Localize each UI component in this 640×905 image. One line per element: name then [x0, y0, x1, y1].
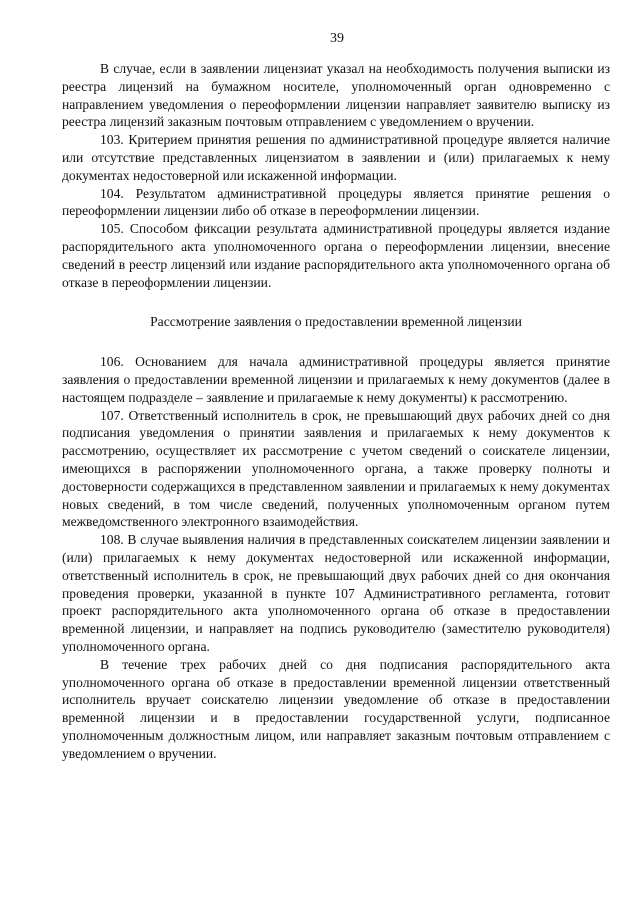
page-number: 39: [330, 31, 344, 46]
paragraph-103: 103. Критерием принятия решения по административной процедуре является наличие или отсутствие представленных лицензиатом в заявлении и (или) прилагаемых к нему документах недостоверной или искаженной информации.: [62, 132, 610, 183]
paragraph-extract-notice: В случае, если в заявлении лицензиат указал на необходимость получения выписки из реестра лицензий на бумажном носителе, уполномоченный орган одновременно с направлением уведомления о переоформлении лицензии направляет заявителю выписку из реестра лицензий заказным почтовым отправлением с уведомлением о вручении.: [62, 61, 610, 130]
paragraph-105: 105. Способом фиксации результата административной процедуры является издание распорядительного акта уполномоченного органа о переоформлении лицензии, внесение сведений в реестр лицензий или издание распорядительного акта уполномоченного органа об отказе в переоформлении лицензии.: [62, 221, 610, 290]
section-heading: Рассмотрение заявления о предоставлении временной лицензии: [150, 314, 522, 330]
paragraph-104: 104. Результатом административной процедуры является принятие решения о переоформлении лицензии либо об отказе в переоформлении лицензии.: [62, 185, 610, 219]
paragraph-108: 108. В случае выявления наличия в представленных соискателем лицензии заявлении и (или) прилагаемых к нему документах недостоверной или искаженной информации, ответственный исполнитель в срок, не превышающий двух рабочих дней со дня окончания проведения проверки, указанной в пункте 107 Административного регламента, готовит проект распорядительного акта уполномоченного органа об отказе в предоставлении временной лицензии, и направляет на подпись руководителю (заместителю руководителя) уполномоченного органа.: [62, 532, 610, 654]
paragraph-refusal-delivery: В течение трех рабочих дней со дня подписания распорядительного акта уполномоченного органа об отказе в предоставлении временной лицензии ответственный исполнитель вручает соискателю лицензии уведомление об отказе в предоставлении временной лицензии и в предоставлении государственной услуги, подписанное уполномоченным должностным лицом, или направляет заказным почтовым отправлением с уведомлением о вручении.: [62, 656, 610, 761]
paragraph-106: 106. Основанием для начала административной процедуры является принятие заявления о предоставлении временной лицензии и прилагаемых к нему документов (далее в настоящем подразделе – заявление и прилагаемые к нему документы) к рассмотрению.: [62, 354, 610, 405]
paragraph-107: 107. Ответственный исполнитель в срок, не превышающий двух рабочих дней со дня подписания уведомления о принятии заявления и прилагаемых к нему документов к рассмотрению, осуществляет их рассмотрение с учетом сведений о соискателе лицензии, имеющихся в распоряжении уполномоченного органа, а также проверку полноты и достоверности содержащихся в представленном заявлении и прилагаемых к нему документах новых сведений, в том числе сведений, полученных уполномоченным органом путем межведомственного электронного взаимодействия.: [62, 407, 610, 530]
